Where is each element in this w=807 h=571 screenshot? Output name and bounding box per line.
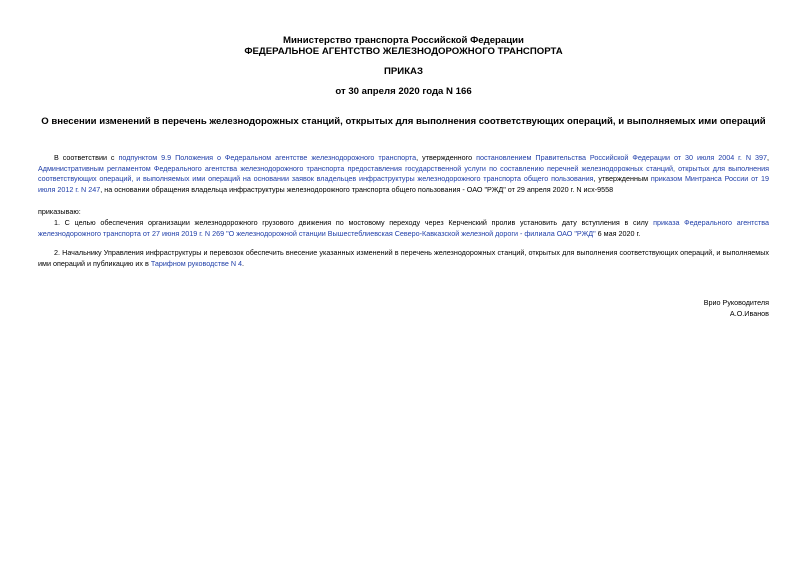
item-1-text-1: 1. С целью обеспечения организации железнодорожного грузового движения по мостовому переходу через Керченский пролив установить дату вступления в силу	[54, 218, 654, 227]
link-mintrans-order[interactable]: приказом Минтранса России от 19 июля 2012 г. N 247	[38, 174, 770, 194]
agency-heading: ФЕДЕРАЛЬНОЕ АГЕНТСТВО ЖЕЛЕЗНОДОРОЖНОГО ТРАНСПОРТА	[244, 46, 563, 57]
link-administrative-regulation[interactable]: Административным регламентом Федерального агентства железнодорожного транспорта предоставления государственной услуги по составлению перечней железнодорожных станций, открытых для выполнения соответствующих операций, и выполняемых ими операций на основании заявок владельцев инфраструктуры железнодорожного транспорта общего пользования	[38, 163, 769, 184]
item-2-text-2: .	[242, 258, 245, 268]
link-tariff-guide[interactable]: Тарифном руководстве N 4	[150, 258, 243, 268]
preamble-text-4: , утвержденным	[593, 174, 651, 184]
link-regulation-clause[interactable]: подпунктом 9.9 Положения о Федеральном агентстве железнодорожного транспорта	[118, 153, 417, 162]
preamble-text-1: В соответствии с	[54, 153, 119, 162]
preamble-paragraph	[38, 153, 769, 195]
document-title: О внесении изменений в перечень железнодорожных станций, открытых для выполнения соответствующих операций, и выполняемых ими операций	[41, 116, 766, 127]
link-government-resolution[interactable]: постановлением Правительства Российской Федерации от 30 июля 2004 г. N 397	[476, 153, 767, 162]
preamble-text-5: , на основании обращения владельца инфраструктуры железнодорожного транспорта общего пользования - ОАО "РЖД" от 29 апреля 2020 г. N исх-9558	[100, 184, 614, 194]
signature-name: А.О.Иванов	[729, 309, 769, 318]
preamble-text-2: , утвержденного	[416, 153, 477, 162]
preamble-text-3: ,	[767, 153, 769, 162]
item-1-text-2: 6 мая 2020 г.	[595, 228, 641, 238]
order-word: приказываю:	[38, 207, 81, 216]
signature-position: Врио Руководителя	[703, 298, 769, 307]
item-2-paragraph	[38, 248, 769, 269]
item-1-paragraph	[38, 218, 769, 239]
item-2-text-1: 2. Начальнику Управления инфраструктуры и перевозок обеспечить внесение указанных изменений в перечень железнодорожных станций, открытых для выполнения соответствующих операций, и выполняемых ими операций и публикацию их в	[38, 248, 769, 268]
date-number-heading: от 30 апреля 2020 года N 166	[335, 86, 472, 97]
link-order-269[interactable]: приказа Федерального агентства железнодорожного транспорта от 27 июня 2019 г. N 269 "О железнодорожной станции Вышестеблиевская Северо-Кавказской железной дороги - филиала ОАО "РЖД"	[38, 218, 769, 238]
doc-type-heading: ПРИКАЗ	[384, 66, 423, 77]
ministry-heading: Министерство транспорта Российской Федерации	[283, 35, 524, 46]
